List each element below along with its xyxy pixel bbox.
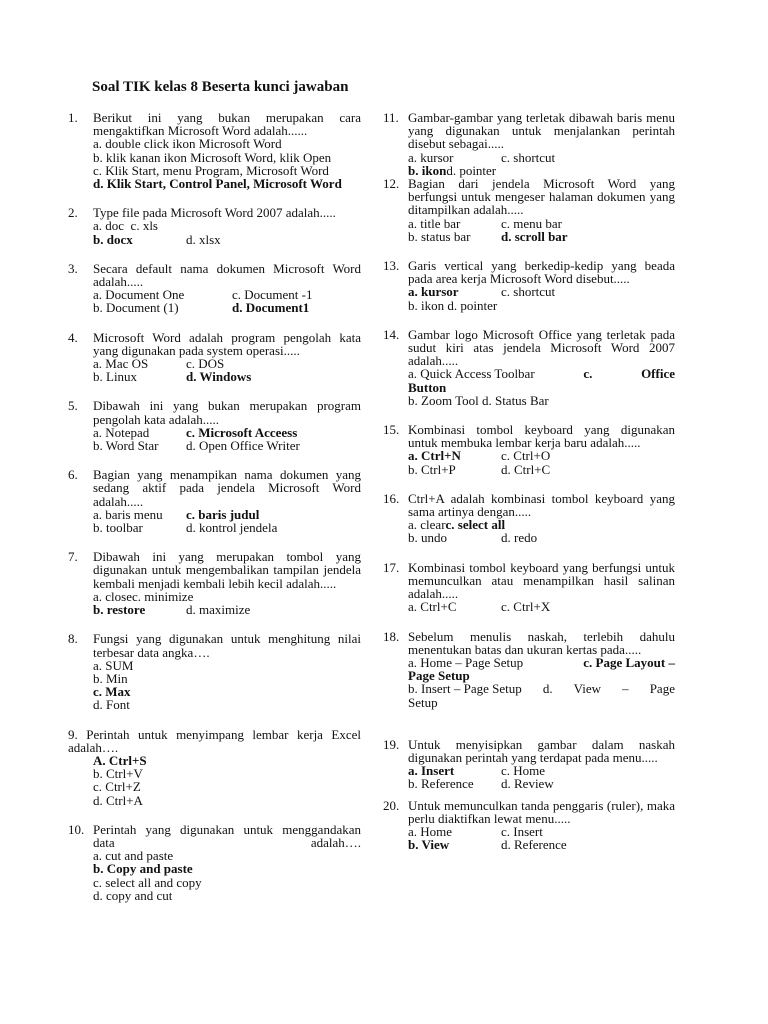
question-17 bbox=[383, 561, 675, 614]
question-text: Bagian dari jendela Microsoft Word yang berfungsi untuk mengeser halaman dokumen yang ditampilkan adalah..... bbox=[408, 176, 675, 218]
option-d: d. Open Office Writer bbox=[186, 438, 300, 454]
question-12 bbox=[383, 177, 675, 243]
option-d: d. xlsx bbox=[186, 231, 221, 247]
option-b: b. Word Star bbox=[93, 438, 159, 454]
question-number: 19. bbox=[383, 736, 400, 752]
option-a-correct: a. Ctrl+N bbox=[408, 448, 461, 464]
option-a: a. Ctrl+C bbox=[408, 599, 457, 615]
left-column bbox=[68, 111, 361, 902]
option-a: a. title bar bbox=[408, 215, 461, 231]
option-b-d: b. Zoom Tool d. Status Bar bbox=[408, 392, 549, 408]
question-text: Kombinasi tombol keyboard yang digunakan untuk membuka lembar kerja baru adalah..... bbox=[408, 422, 675, 451]
question-number: 16. bbox=[383, 490, 400, 506]
option-c-correct: Office bbox=[641, 366, 675, 382]
option-a: a. cut and paste bbox=[93, 848, 174, 864]
option-d-correct: d. Document1 bbox=[232, 300, 310, 316]
question-number: 14. bbox=[383, 326, 400, 342]
option-d-continued: Setup bbox=[408, 694, 438, 710]
option-c: c. Ctrl+O bbox=[501, 448, 551, 464]
option-d: d. Reference bbox=[501, 837, 567, 853]
option-a: a. Quick Access Toolbar bbox=[408, 366, 535, 382]
option-d-letter: d. bbox=[542, 681, 553, 697]
option-c: c. select all and copy bbox=[93, 874, 202, 890]
question-number: 4. bbox=[68, 329, 78, 345]
question-text: Type file pada Microsoft Word 2007 adalah..... bbox=[93, 205, 336, 221]
question-text: Perintah yang digunakan untuk menggandakan data adalah…. bbox=[93, 821, 361, 850]
question-text: Ctrl+A adalah kombinasi tombol keyboard yang sama artinya dengan..... bbox=[408, 490, 675, 520]
question-text: Fungsi yang digunakan untuk menghitung nilai terbesar data angka…. bbox=[93, 631, 361, 660]
option-c: c. menu bar bbox=[501, 215, 563, 231]
question-number: 8. bbox=[68, 631, 78, 647]
question-number: 7. bbox=[68, 549, 78, 565]
option-b: b. Ctrl+P bbox=[408, 461, 456, 477]
question-number: 3. bbox=[68, 260, 78, 276]
option-a-c: a. closec. minimize bbox=[93, 588, 194, 604]
option-d: d. Ctrl+C bbox=[501, 461, 551, 477]
question-10 bbox=[68, 823, 361, 902]
option-b-correct: b. ikon bbox=[408, 162, 447, 178]
option-b: b. Document (1) bbox=[93, 300, 179, 316]
option-c-correct: c. baris judul bbox=[186, 506, 260, 522]
question-2 bbox=[68, 206, 361, 246]
option-d-correct: d. Klik Start, Control Panel, Microsoft Word bbox=[93, 176, 342, 192]
question-number: 13. bbox=[383, 258, 400, 274]
option-d: d. Ctrl+A bbox=[93, 792, 143, 808]
option-c-correct: c. Microsoft Acceess bbox=[186, 424, 298, 440]
option-b: b. klik kanan ikon Microsoft Word, klik Open bbox=[93, 149, 332, 165]
option-b: b. status bar bbox=[408, 228, 471, 244]
question-text: Dibawah ini yang bukan merupakan program pengolah kata adalah..... bbox=[93, 398, 361, 427]
option-c-continued: Page Setup bbox=[408, 668, 470, 684]
question-text: Garis vertical yang berkedip-kedip yang beada pada area kerja Microsoft Word disebut..... bbox=[408, 258, 675, 287]
question-4 bbox=[68, 331, 361, 384]
question-text: Untuk menyisipkan gambar dalam naskah digunakan perintah yang terdapat pada menu..... bbox=[408, 736, 675, 765]
question-number: 17. bbox=[383, 559, 400, 575]
question-number: 10. bbox=[68, 821, 85, 837]
question-number: 15. bbox=[383, 422, 400, 438]
option-b-correct: b. restore bbox=[93, 602, 146, 618]
question-number: 2. bbox=[68, 205, 78, 221]
option-c: c. xls bbox=[130, 218, 158, 234]
question-20 bbox=[383, 799, 675, 852]
option-b: b. Reference bbox=[408, 776, 474, 792]
option-d: d. copy and cut bbox=[93, 887, 173, 903]
option-d-view: View bbox=[573, 681, 602, 697]
option-c: c. Insert bbox=[501, 823, 543, 839]
option-d: d. Font bbox=[93, 697, 130, 713]
option-a-correct: A. Ctrl+S bbox=[93, 752, 147, 768]
option-a: a. Home bbox=[408, 823, 453, 839]
question-19 bbox=[383, 738, 675, 791]
question-15 bbox=[383, 423, 675, 476]
option-d: d. redo bbox=[501, 530, 538, 546]
option-a: a. baris menu bbox=[93, 506, 163, 522]
question-number: 5. bbox=[68, 398, 78, 414]
option-c-correct: c. Max bbox=[93, 684, 131, 700]
option-a: a. kursor bbox=[408, 149, 454, 165]
question-number: 11. bbox=[383, 110, 399, 125]
question-number: 6. bbox=[68, 467, 78, 483]
option-d-correct: d. Windows bbox=[186, 369, 252, 385]
option-d: d. Review bbox=[501, 776, 554, 792]
question-13 bbox=[383, 259, 675, 312]
question-text: Dibawah ini yang merupakan tombol yang digunakan untuk mengembalikan tampilan jendela kembali menjadi kembali lebih kecil adalah..... bbox=[93, 549, 361, 591]
option-c-letter: c. bbox=[583, 366, 593, 382]
option-d: d. kontrol jendela bbox=[186, 520, 278, 536]
question-7 bbox=[68, 550, 361, 616]
option-c-correct: c. Page Layout – bbox=[583, 654, 675, 670]
question-11 bbox=[383, 111, 675, 177]
question-number: 18. bbox=[383, 628, 400, 644]
option-a: a. Mac OS bbox=[93, 356, 149, 372]
question-14 bbox=[383, 328, 675, 407]
option-b-correct: b. docx bbox=[93, 231, 133, 247]
question-number: 1. bbox=[68, 110, 78, 125]
option-a: a. Notepad bbox=[93, 424, 150, 440]
question-text: Sebelum menulis naskah, terlebih dahulu menentukan batas dan ukuran kertas pada..... bbox=[408, 628, 675, 657]
question-5 bbox=[68, 399, 361, 452]
question-9 bbox=[68, 728, 361, 807]
option-b-correct: b. Copy and paste bbox=[93, 861, 193, 877]
question-8 bbox=[68, 632, 361, 711]
option-c: c. Document -1 bbox=[232, 287, 313, 303]
question-text: Gambar-gambar yang terletak dibawah baris menu yang digunakan untuk menjalankan perintah disebut sebagai..... bbox=[408, 110, 675, 152]
option-b-d: b. ikon d. pointer bbox=[408, 297, 498, 313]
question-18 bbox=[383, 630, 675, 709]
question-number: 12. bbox=[383, 176, 400, 192]
option-b: b. Linux bbox=[93, 369, 138, 385]
question-text: Untuk memunculkan tanda penggaris (ruler), maka perlu diaktifkan lewat menu..... bbox=[408, 797, 675, 826]
option-a: a. clear bbox=[408, 517, 446, 533]
question-text: Secara default nama dokumen Microsoft Word adalah..... bbox=[93, 260, 361, 290]
question-number: 20. bbox=[383, 797, 400, 813]
option-c: c. shortcut bbox=[501, 149, 556, 165]
page-title: Soal TIK kelas 8 Beserta kunci jawaban bbox=[92, 79, 349, 95]
option-a: a. SUM bbox=[93, 657, 134, 673]
question-text: Kombinasi tombol keyboard yang berfungsi untuk memunculkan atau menampilkan hasil salinan adalah..... bbox=[408, 559, 675, 602]
option-a: a. doc bbox=[93, 218, 125, 234]
option-c: c. Ctrl+Z bbox=[93, 779, 141, 795]
question-text: Microsoft Word adalah program pengolah kata yang digunakan pada system operasi..... bbox=[93, 329, 361, 358]
option-a: a. Home – Page Setup bbox=[408, 654, 524, 670]
question-text: Bagian yang menampikan nama dokumen yang sedang aktif pada jendela Microsoft Word adalah..... bbox=[93, 467, 361, 509]
option-a: a. double click ikon Microsoft Word bbox=[93, 136, 282, 152]
option-a-correct: a. kursor bbox=[408, 284, 459, 300]
option-b: b. toolbar bbox=[93, 520, 143, 536]
option-d-correct: d. scroll bar bbox=[501, 228, 568, 244]
question-text: Perintah untuk menyimpang lembar kerja Excel adalah…. bbox=[68, 726, 361, 755]
option-a: a. Document One bbox=[93, 287, 185, 303]
option-c: c. Klik Start, menu Program, Microsoft Word bbox=[93, 162, 329, 178]
option-c: c. Ctrl+X bbox=[501, 599, 551, 615]
option-d: d. maximize bbox=[186, 602, 251, 618]
option-b: b. Insert – Page Setup bbox=[408, 681, 522, 697]
option-d-page: Page bbox=[649, 681, 675, 697]
option-b-correct: b. View bbox=[408, 837, 450, 853]
question-1 bbox=[68, 111, 361, 190]
option-c-correct: c. select all bbox=[445, 517, 506, 533]
option-c: c. Home bbox=[501, 763, 546, 779]
option-b: b. Ctrl+V bbox=[93, 766, 143, 782]
option-d: d. pointer bbox=[446, 162, 497, 178]
option-b: b. undo bbox=[408, 530, 447, 546]
question-3 bbox=[68, 262, 361, 315]
option-d-dash: – bbox=[622, 681, 629, 697]
option-a-correct: a. Insert bbox=[408, 763, 455, 779]
question-text: Gambar logo Microsoft Office yang terletak pada sudut kiri atas jendela Microsoft Word 2007 adalah..... bbox=[408, 326, 675, 369]
question-number: 9. bbox=[68, 726, 78, 742]
question-6 bbox=[68, 468, 361, 534]
question-16 bbox=[383, 492, 675, 545]
option-c: c. DOS bbox=[186, 356, 225, 372]
option-c: c. shortcut bbox=[501, 284, 556, 300]
right-column bbox=[383, 111, 675, 851]
option-c-continued: Button bbox=[408, 379, 447, 395]
option-b: b. Min bbox=[93, 670, 128, 686]
question-text: Berikut ini yang bukan merupakan cara mengaktifkan Microsoft Word adalah...... bbox=[93, 110, 361, 139]
